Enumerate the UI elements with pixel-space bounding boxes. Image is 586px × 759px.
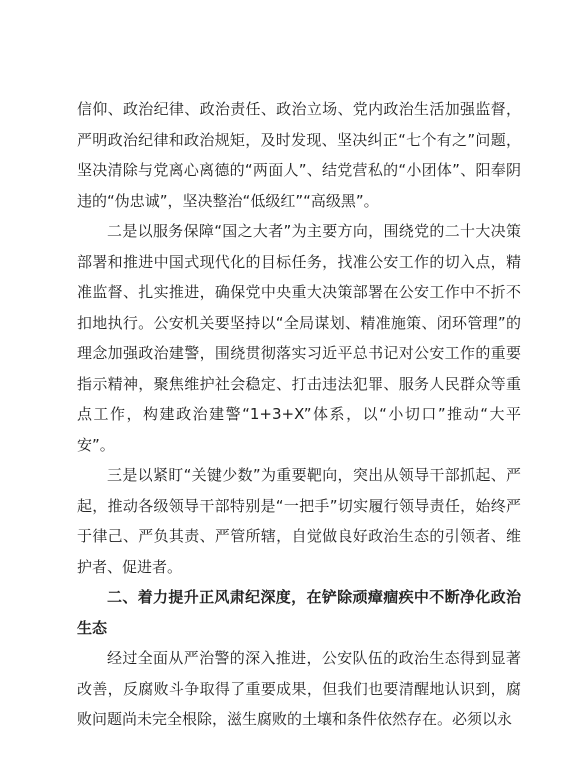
paragraph-point-two: 二是以服务保障“国之大者”为主要方向，围绕党的二十大决策部署和推进中国式现代化的目标任务，找准公安工作的切入点，精准监督、扎实推进，确保党中央重大决策部署在公安工作中不折不扣地执行。公安机关要坚持以“全局谋划、精准施策、闭环管理”的理念加强政治建警，围绕贯彻落实习近平总书记对公安工作的重要指示精神，聚焦维护社会稳定、打击违法犯罪、服务人民群众等重点工作，构建政治建警“1+3+X”体系，以“小切口”推动“大平安”。: [77, 222, 521, 454]
section-heading: 二、着力提升正风肃纪深度，在铲除顽瘴痼疾中不断净化政治生态: [77, 588, 521, 637]
paragraph-body: 经过全面从严治警的深入推进，公安队伍的政治生态得到显著改善，反腐败斗争取得了重要成果，但我们也要清醒地认识到，腐败问题尚未完全根除，滋生腐败的土壤和条件依然存在。必须以永: [77, 649, 521, 728]
paragraph-point-three: 三是以紧盯“关键少数”为重要靶向，突出从领导干部抓起、严起，推动各级领导干部特别是“一把手”切实履行领导责任，始终严于律己、严负其责、严管所辖，自觉做良好政治生态的引领者、维护者、促进者。: [77, 466, 521, 576]
document-body: [77, 94, 521, 735]
paragraph-continuation: 信仰、政治纪律、政治责任、政治立场、党内政治生活加强监督，严明政治纪律和政治规矩，及时发现、坚决纠正“七个有之”问题，坚决清除与党离心离德的“两面人”、结党营私的“小团体”、阳奉阴违的“伪忠诚”，坚决整治“低级红”“高级黑”。: [77, 100, 521, 210]
